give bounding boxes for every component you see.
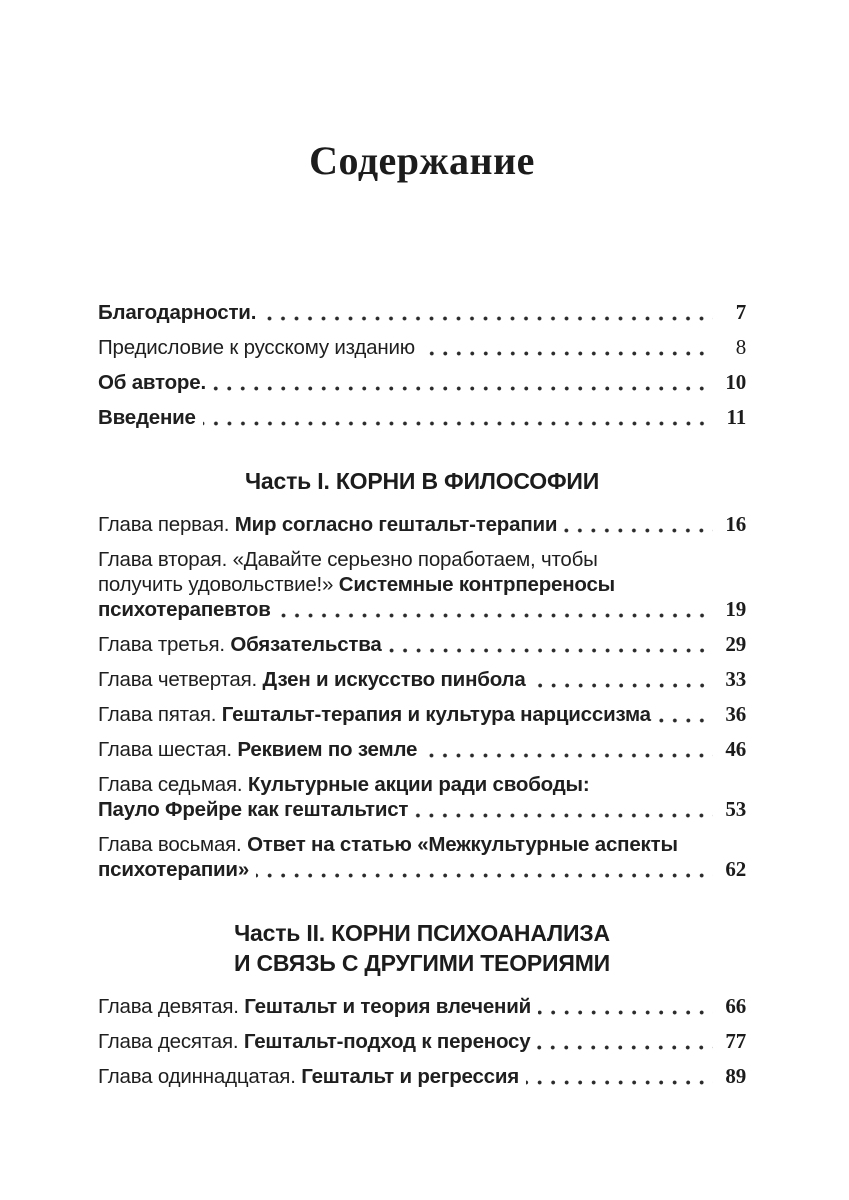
- entry-title-regular: Глава шестая.: [98, 738, 238, 761]
- entry-title-regular: Глава восьмая.: [98, 833, 248, 856]
- toc-list: [98, 300, 746, 1089]
- entry-title-regular: Глава десятая.: [98, 1030, 244, 1053]
- entry-title-bold: Реквием по земле: [237, 738, 418, 761]
- toc-entry-last-line: [98, 702, 746, 727]
- toc-entry-text: [98, 702, 651, 727]
- toc-entry: [98, 702, 746, 727]
- entry-title-bold: Гештальт-подход к переносу: [243, 1030, 531, 1053]
- toc-entry-last-line: [98, 632, 746, 657]
- dot-leader: [564, 528, 713, 533]
- toc-entry-text: [98, 1064, 519, 1089]
- page-number: 53: [725, 797, 746, 821]
- toc-entry-last-line: [98, 667, 746, 692]
- entry-title-bold: Обязательства: [230, 633, 382, 656]
- toc-entry-last-line: [98, 994, 746, 1019]
- toc-entry-last-line: [98, 370, 746, 395]
- toc-entry-last-line: [98, 1029, 746, 1054]
- toc-entry-text: [98, 667, 526, 692]
- page-number: 19: [725, 597, 746, 621]
- toc-part-line: И СВЯЗЬ С ДРУГИМИ ТЕОРИЯМИ: [234, 950, 610, 976]
- page-title: Содержание: [309, 138, 535, 183]
- toc-entry-last-line: [98, 797, 746, 822]
- toc-entry-text: [98, 632, 382, 657]
- entry-title-bold: психотерапии»: [98, 858, 250, 881]
- toc-part-header: [98, 918, 746, 978]
- dot-leader: [278, 613, 713, 618]
- entry-title-bold: Ответ на статью «Межкультурные аспекты: [247, 833, 678, 856]
- toc-entry-line: [98, 547, 746, 572]
- dot-leader: [424, 753, 713, 758]
- toc-entry-last-line: [98, 335, 746, 360]
- page-number: 7: [735, 300, 746, 324]
- toc-entry-last-line: [98, 1064, 746, 1089]
- toc-entry-last-line: [98, 597, 746, 622]
- toc-entry: [98, 772, 746, 822]
- toc-entry-last-line: [98, 512, 746, 537]
- page-number: 10: [725, 370, 746, 394]
- dot-leader: [526, 1080, 713, 1085]
- toc-entry: [98, 1064, 746, 1089]
- entry-title-bold: Культурные акции ради свободы:: [247, 773, 590, 796]
- dot-leader: [538, 1010, 713, 1015]
- dot-leader: [415, 813, 713, 818]
- toc-entry-text: [98, 597, 271, 622]
- toc-entry-text: [98, 405, 196, 430]
- toc-entry-text: [98, 335, 415, 360]
- page-number: 77: [725, 1029, 746, 1053]
- toc-entry: [98, 335, 746, 360]
- toc-entry-line: [98, 772, 746, 797]
- dot-leader: [256, 873, 713, 878]
- toc-entry-text: [98, 512, 557, 537]
- toc-entry: [98, 737, 746, 762]
- entry-title-bold: Гештальт и регрессия: [301, 1065, 520, 1088]
- toc-part-line: Часть II. КОРНИ ПСИХОАНАЛИЗА: [234, 920, 610, 946]
- toc-entry-line: [98, 572, 746, 597]
- dot-leader: [389, 648, 713, 653]
- dot-leader: [658, 718, 713, 723]
- dot-leader: [537, 1045, 713, 1050]
- entry-title-bold: психотерапевтов: [98, 598, 271, 621]
- page-number: 11: [726, 405, 746, 429]
- toc-entry-text: [98, 994, 531, 1019]
- dot-leader: [422, 351, 713, 356]
- entry-title-bold: Пауло Фрейре как гештальтист: [98, 798, 409, 821]
- page-number: 66: [725, 994, 746, 1018]
- entry-title-regular: Глава седьмая.: [98, 773, 248, 796]
- page-number: 33: [725, 667, 746, 691]
- toc-entry-text: [98, 370, 206, 395]
- page-number: 29: [725, 632, 746, 656]
- entry-title-bold: Благодарности.: [98, 301, 257, 324]
- entry-title-bold: Об авторе.: [98, 371, 206, 394]
- entry-title-regular: Глава вторая. «Давайте серьезно поработаем, чтобы: [98, 548, 598, 571]
- entry-title-regular: Глава пятая.: [98, 703, 222, 726]
- entry-title-regular: Предисловие к русскому изданию: [98, 336, 415, 359]
- toc-part-header: [98, 466, 746, 496]
- entry-title-regular: Глава третья.: [98, 633, 231, 656]
- entry-title-regular: Глава девятая.: [98, 995, 245, 1018]
- entry-title-bold: Дзен и искусство пинбола: [262, 668, 526, 691]
- entry-title-bold: Гештальт и теория влечений: [244, 995, 532, 1018]
- entry-title-regular: Глава первая.: [98, 513, 235, 536]
- entry-title-regular: получить удовольствие!»: [98, 573, 339, 596]
- entry-title-regular: Глава четвертая.: [98, 668, 263, 691]
- toc-entry-text: [98, 737, 417, 762]
- entry-title-bold: Гештальт-терапия и культура нарциссизма: [221, 703, 651, 726]
- toc-entry-last-line: [98, 737, 746, 762]
- toc-entry-text: [98, 797, 408, 822]
- toc-entry: [98, 832, 746, 882]
- page-number: 62: [725, 857, 746, 881]
- entry-title-regular: Глава одиннадцатая.: [98, 1065, 302, 1088]
- page-number: 16: [725, 512, 746, 536]
- toc-entry: [98, 512, 746, 537]
- toc-entry: [98, 1029, 746, 1054]
- toc-entry: [98, 994, 746, 1019]
- page-number: 36: [725, 702, 746, 726]
- toc-entry: [98, 370, 746, 395]
- toc-entry: [98, 632, 746, 657]
- toc-entry-last-line: [98, 857, 746, 882]
- page-number: 89: [725, 1064, 746, 1088]
- toc-entry-last-line: [98, 405, 746, 430]
- toc-part-line: Часть I. КОРНИ В ФИЛОСОФИИ: [244, 468, 600, 494]
- dot-leader: [203, 421, 713, 426]
- toc-entry-last-line: [98, 300, 746, 325]
- toc-entry-line: [98, 832, 746, 857]
- dot-leader: [213, 386, 713, 391]
- toc-entry-text: [98, 300, 256, 325]
- toc-entry: [98, 300, 746, 325]
- entry-title-bold: Системные контрпереносы: [338, 573, 615, 596]
- toc-entry: [98, 405, 746, 430]
- toc-entry-text: [98, 857, 249, 882]
- toc-entry: [98, 547, 746, 622]
- page-number: 46: [725, 737, 746, 761]
- page-number: 8: [735, 335, 746, 359]
- dot-leader: [533, 683, 713, 688]
- dot-leader: [263, 316, 713, 321]
- toc-entry: [98, 667, 746, 692]
- entry-title-bold: Мир согласно гештальт-терапии: [234, 513, 558, 536]
- entry-title-bold: Введение: [98, 406, 196, 429]
- toc-entry-text: [98, 1029, 530, 1054]
